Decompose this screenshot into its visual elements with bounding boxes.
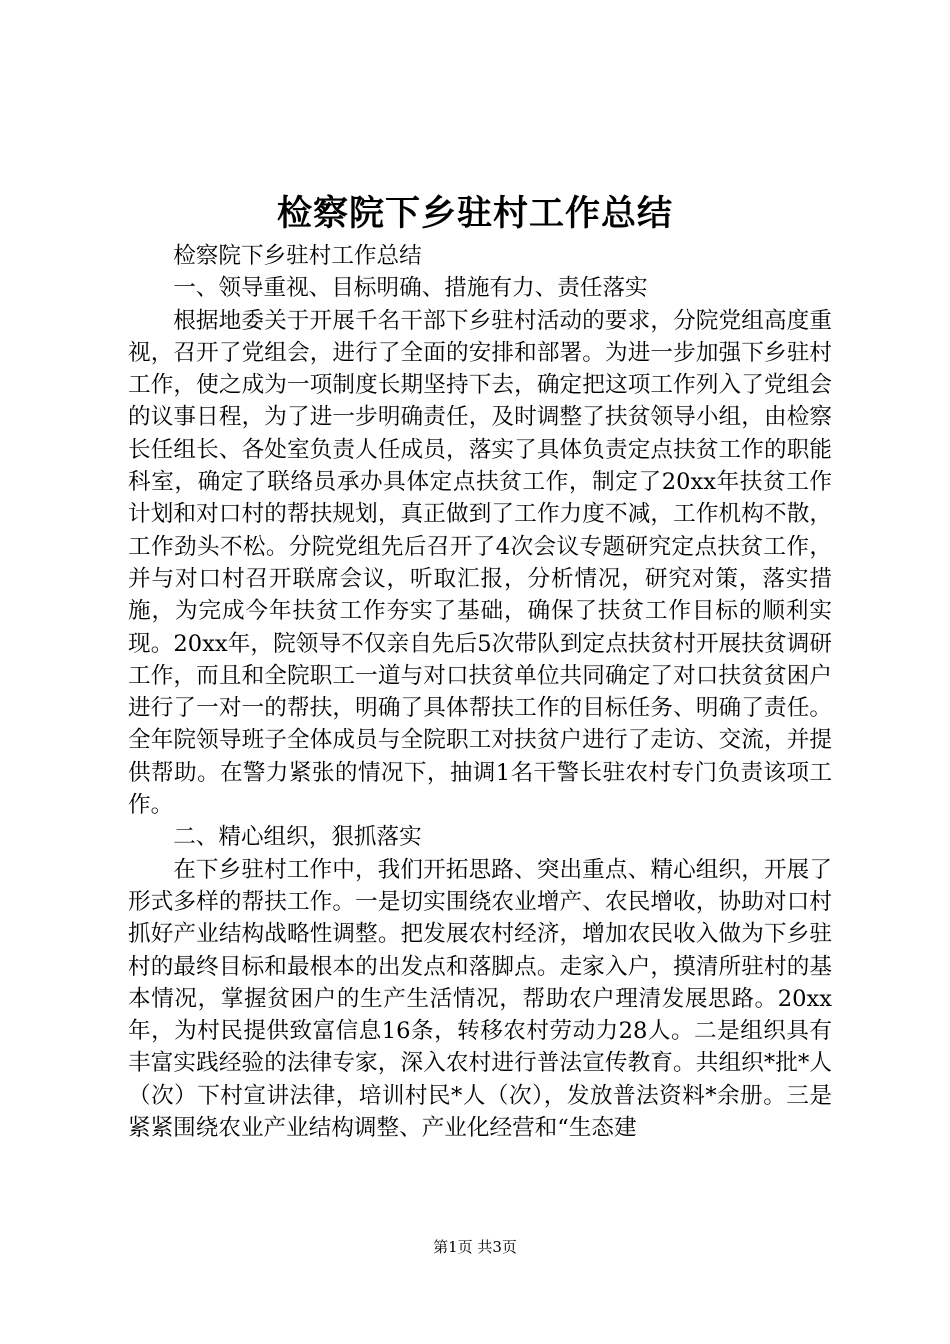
paragraph-section-2: 在下乡驻村工作中，我们开拓思路、突出重点、精心组织，开展了形式多样的帮扶工作。一是切实围绕农业增产、农民增收，协助对口村抓好产业结构战略性调整。把发展农村经济，增加农民收入做为下乡驻村的最终目标和最根本的出发点和落脚点。走家入户，摸清所驻村的基本情况，掌握贫困户的生产生活情况，帮助农户理清发展思路。20xx年，为村民提供致富信息16条，转移农村劳动力28人。二是组织具有丰富实践经验的法律专家，深入农村进行普法宣传教育。共组织*批*人（次）下村宣讲法律，培训村民*人（次），发放普法资料*余册。三是紧紧围绕农业产业结构调整、产业化经营和“生态建 xyxy=(128,856,832,1142)
page-footer: 第1页 共3页 xyxy=(433,1238,517,1256)
section-heading-2: 二、精心组织，狠抓落实 xyxy=(173,824,422,851)
document-body xyxy=(128,240,832,1144)
document-title: 检察院下乡驻村工作总结 xyxy=(276,193,673,234)
paragraph-subtitle: 检察院下乡驻村工作总结 xyxy=(173,243,422,269)
paragraph-section-1: 根据地委关于开展千名干部下乡驻村活动的要求，分院党组高度重视，召开了党组会，进行了全面的安排和部署。为进一步加强下乡驻村工作，使之成为一项制度长期坚持下去，确定把这项工作列入了党组会的议事日程，为了进一步明确责任，及时调整了扶贫领导小组，由检察长任组长、各处室负责人任成员，落实了具体负责定点扶贫工作的职能科室，确定了联络员承办具体定点扶贫工作，制定了20xx年扶贫工作计划和对口村的帮扶规划，真正做到了工作力度不减，工作机构不散，工作劲头不松。分院党组先后召开了4次会议专题研究定点扶贫工作，并与对口村召开联席会议，听取汇报，分析情况，研究对策，落实措施，为完成今年扶贫工作夯实了基础，确保了扶贫工作目标的顺利实现。20xx年，院领导不仅亲自先后5次带队到定点扶贫村开展扶贫调研工作，而且和全院职工一道与对口扶贫单位共同确定了对口扶贫贫困户进行了一对一的帮扶，明确了具体帮扶工作的目标任务、明确了责任。全年院领导班子全体成员与全院职工对扶贫户进行了走访、交流，并提供帮助。在警力紧张的情况下，抽调1名干警长驻农村专门负责该项工作。 xyxy=(128,307,832,819)
section-heading-1: 一、领导重视、目标明确、措施有力、责任落实 xyxy=(173,275,648,302)
